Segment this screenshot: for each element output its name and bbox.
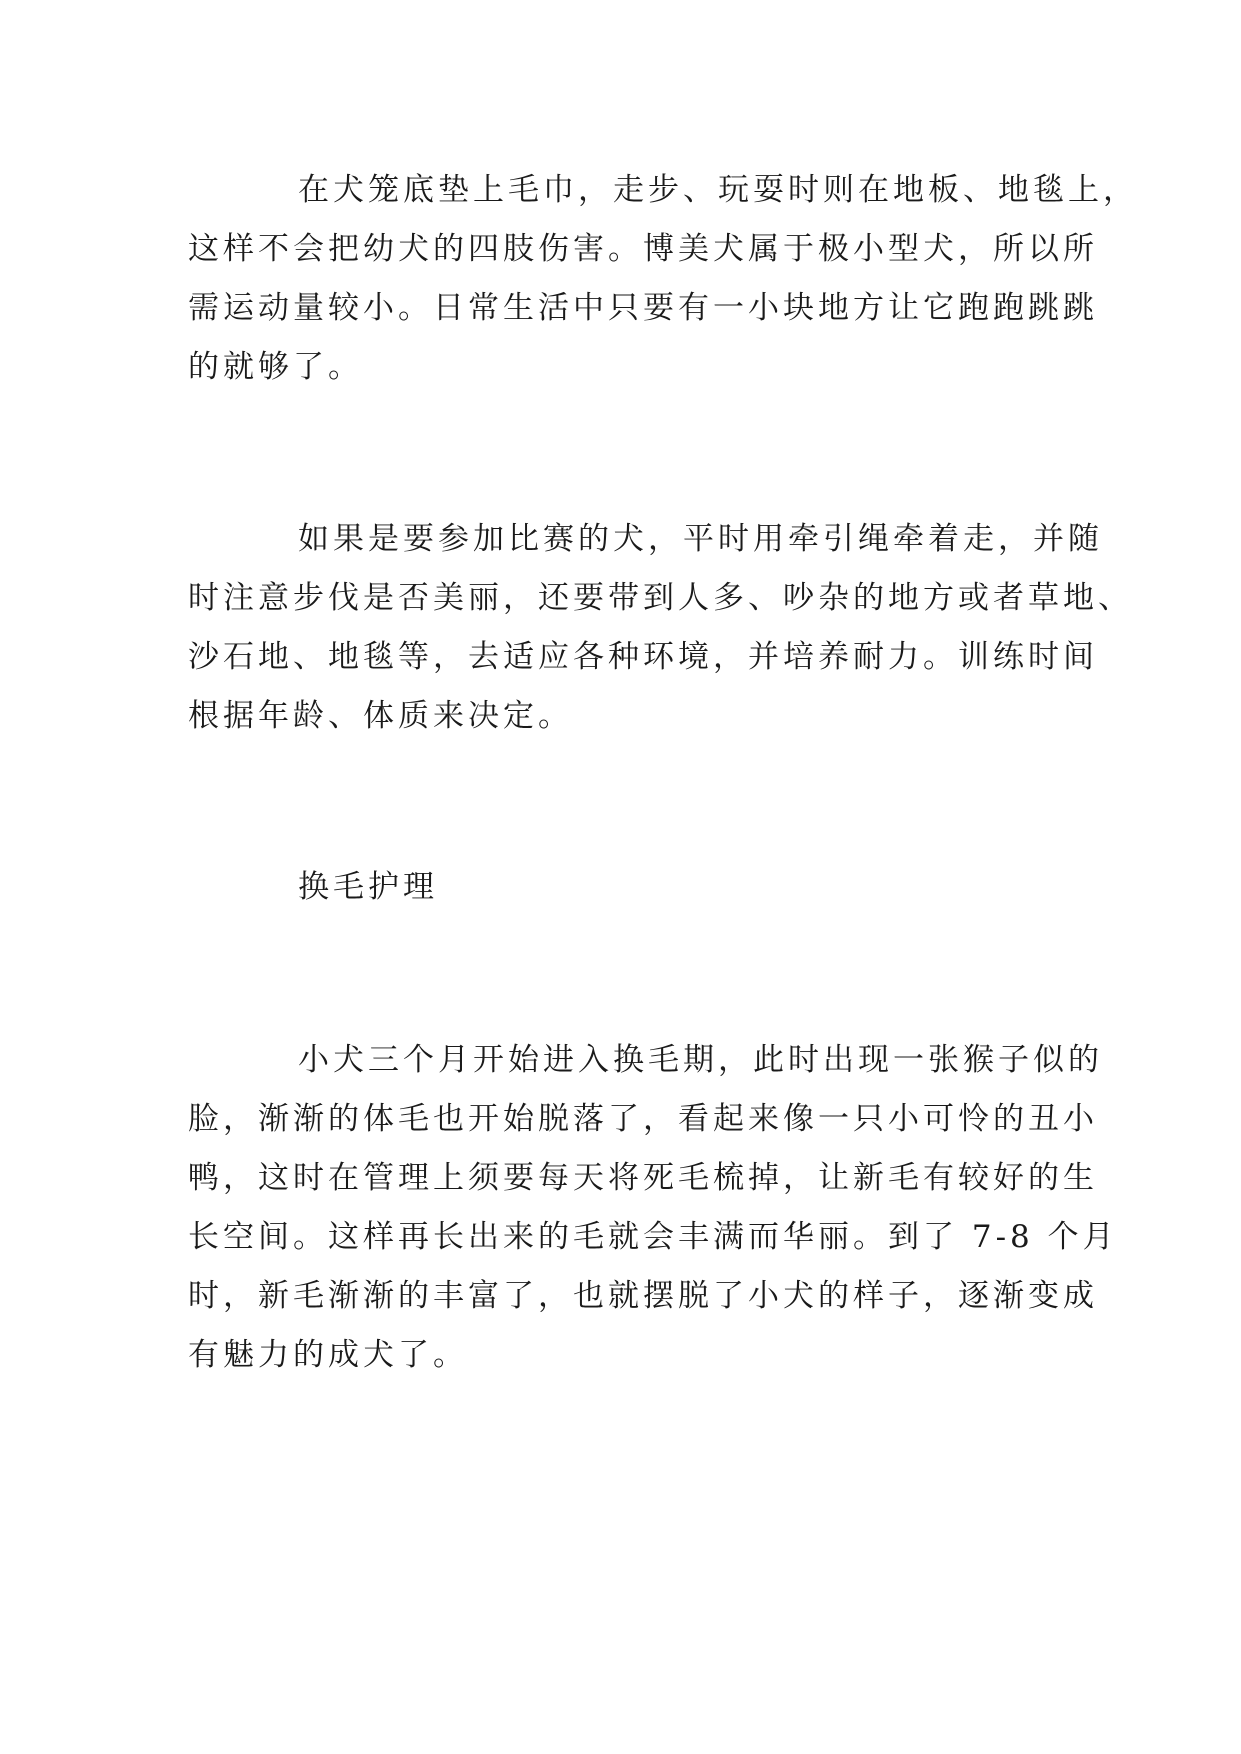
paragraph-3-line-3: 鸭，这时在管理上须要每天将死毛梳掉，让新毛有较好的生 bbox=[188, 1160, 1098, 1196]
paragraph-2-line-4: 根据年龄、体质来决定。 bbox=[188, 698, 573, 734]
paragraph-3-line-2: 脸，渐渐的体毛也开始脱落了，看起来像一只小可怜的丑小 bbox=[188, 1101, 1098, 1137]
paragraph-3-line-6: 有魅力的成犬了。 bbox=[188, 1337, 468, 1373]
paragraph-2-line-1: 如果是要参加比赛的犬，平时用牵引绳牵着走，并随 bbox=[298, 521, 1103, 557]
section-heading: 换毛护理 bbox=[298, 869, 438, 905]
paragraph-1-line-1: 在犬笼底垫上毛巾，走步、玩耍时则在地板、地毯上， bbox=[298, 172, 1138, 208]
paragraph-3-line-1: 小犬三个月开始进入换毛期，此时出现一张猴子似的 bbox=[298, 1042, 1103, 1078]
paragraph-1-line-2: 这样不会把幼犬的四肢伤害。博美犬属于极小型犬，所以所 bbox=[188, 231, 1098, 267]
paragraph-1-line-3: 需运动量较小。日常生活中只要有一小块地方让它跑跑跳跳 bbox=[188, 290, 1098, 326]
paragraph-1-line-4: 的就够了。 bbox=[188, 349, 363, 385]
paragraph-2-line-2: 时注意步伐是否美丽，还要带到人多、吵杂的地方或者草地、 bbox=[188, 580, 1133, 616]
paragraph-2-line-3: 沙石地、地毯等，去适应各种环境，并培养耐力。训练时间 bbox=[188, 639, 1098, 675]
paragraph-3-line-4: 长空间。这样再长出来的毛就会丰满而华丽。到了 7-8 个月 bbox=[188, 1219, 1118, 1255]
paragraph-3-line-5: 时，新毛渐渐的丰富了，也就摆脱了小犬的样子，逐渐变成 bbox=[188, 1278, 1098, 1314]
